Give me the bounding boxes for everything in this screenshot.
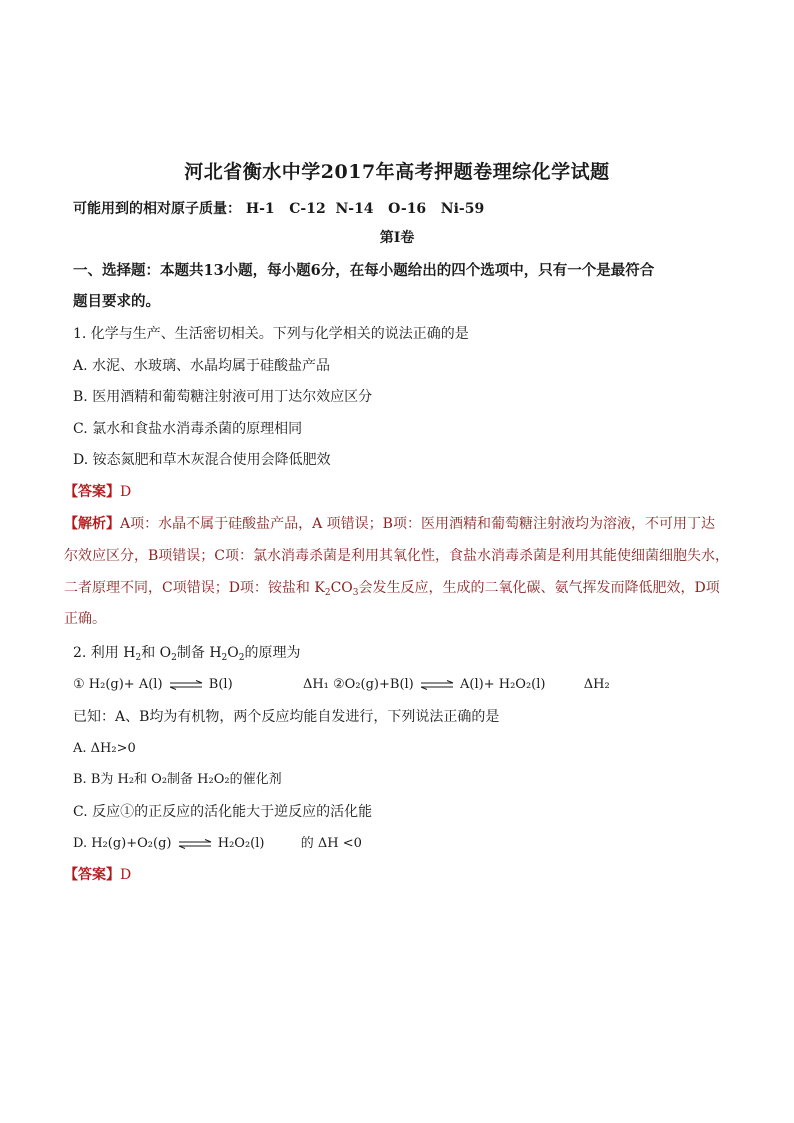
analysis-text: A项：水晶不属于硅酸盐产品，A 项错误；B项：医用酒精和葡萄糖注射液均为溶液，不可用丁达 — [120, 516, 715, 532]
atomic-masses-label: 可能用到的相对原子质量： — [73, 201, 241, 217]
q2-answer — [64, 865, 131, 885]
stem-text: 2. 利用 H — [73, 645, 136, 661]
document-title: 河北省衡水中学2017年高考押题卷理综化学试题 — [184, 161, 610, 183]
option-d-right: H₂O₂(l) — [217, 836, 265, 851]
dh2-label: ΔH₂ — [583, 677, 610, 692]
subscript: 3 — [352, 588, 359, 598]
q1-option-b: B. 医用酒精和葡萄糖注射液可用丁达尔效应区分 — [73, 389, 373, 405]
stem-text: 和 O — [141, 645, 172, 661]
q1-option-d: D. 铵态氮肥和草木灰混合使用会降低肥效 — [73, 452, 331, 468]
q1-analysis-line4: 正确。 — [64, 611, 106, 627]
reaction1-right: B(l) — [208, 677, 233, 692]
subscript: 2 — [171, 653, 177, 663]
answer-tag: 【答案】 — [64, 867, 120, 883]
q1-analysis-line1 — [64, 514, 715, 534]
reaction1-left: ① H₂(g)+ A(l) — [73, 677, 163, 692]
subscript: 2 — [221, 653, 228, 663]
answer-value: D — [120, 484, 132, 500]
volume-label: 第Ⅰ卷 — [379, 230, 415, 246]
q2-option-d — [73, 834, 362, 854]
q2-stem — [73, 643, 301, 663]
q2-option-c: C. 反应①的正反应的活化能大于逆反应的活化能 — [73, 804, 373, 820]
answer-tag: 【答案】 — [64, 484, 120, 500]
subscript: 2 — [324, 588, 331, 598]
analysis-tag: 【解析】 — [64, 516, 120, 532]
subscript: 2 — [238, 653, 245, 663]
equilibrium-arrow-icon — [178, 839, 212, 849]
q1-analysis-line2: 尔效应区分，B项错误；C项：氯水消毒杀菌是利用其氧化性，食盐水消毒杀菌是利用其能使细菌细胞失水， — [64, 548, 729, 564]
reaction2-left: ②O₂(g)+B(l) — [333, 677, 414, 692]
q1-option-a: A. 水泥、水玻璃、水晶均属于硅酸盐产品 — [73, 358, 331, 374]
atomic-masses-values: H-1 C-12 N-14 O-16 Ni-59 — [245, 201, 485, 217]
option-d-left: D. H₂(g)+O₂(g) — [73, 836, 172, 851]
stem-text: O — [227, 645, 239, 661]
q2-known: 已知：A、B均为有机物，两个反应均能自发进行，下列说法正确的是 — [73, 709, 500, 725]
section-heading-line1: 一、选择题：本题共13小题，每小题6分，在每小题给出的四个选项中，只有一个是最符合 — [73, 262, 655, 279]
analysis-text: 二者原理不同，C项错误；D项：铵盐和 K — [64, 580, 325, 596]
q1-answer — [64, 482, 131, 502]
atomic-masses-line — [73, 199, 484, 219]
stem-text: 制备 H — [176, 645, 222, 661]
subscript: 2 — [135, 653, 142, 663]
option-d-tail: 的 ΔH <0 — [300, 836, 362, 851]
q2-option-b: B. B为 H₂和 O₂制备 H₂O₂的催化剂 — [73, 772, 282, 787]
analysis-text: 会发生反应，生成的二氧化碳、氨气挥发而降低肥效，D项 — [358, 580, 720, 596]
q2-reactions — [73, 675, 610, 695]
q1-analysis-line3 — [64, 578, 720, 598]
analysis-text: CO — [330, 580, 353, 596]
section-heading-line2: 题目要求的。 — [73, 293, 160, 310]
dh1-label: ΔH₁ — [302, 677, 329, 692]
reaction2-right: A(l)+ H₂O₂(l) — [460, 677, 546, 692]
answer-value: D — [120, 867, 132, 883]
equilibrium-arrow-icon — [420, 680, 454, 690]
q1-option-c: C. 氯水和食盐水消毒杀菌的原理相同 — [73, 421, 303, 437]
equilibrium-arrow-icon — [169, 680, 203, 690]
q1-stem: 1. 化学与生产、生活密切相关。下列与化学相关的说法正确的是 — [73, 326, 469, 342]
stem-text: 的原理为 — [244, 645, 301, 661]
q2-option-a: A. ΔH₂>0 — [73, 741, 136, 756]
